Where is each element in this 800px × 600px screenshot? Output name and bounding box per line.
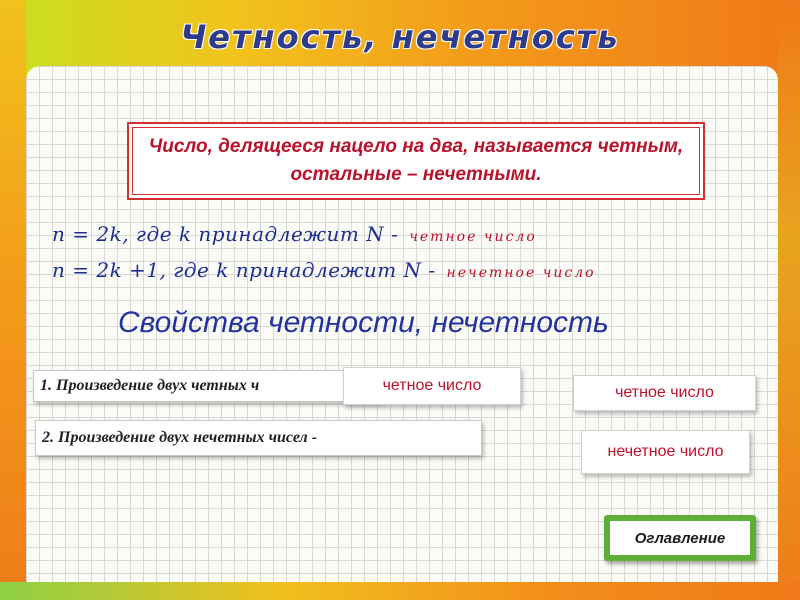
left-decor-bar xyxy=(0,0,26,600)
formula-odd-expr: n = 2k +1, где k принадлежит N - xyxy=(52,258,436,282)
property-2 xyxy=(35,420,482,456)
formula-even-tag: четное число xyxy=(409,229,537,245)
property-1 xyxy=(33,370,383,402)
property-2-text: 2. Произведение двух нечетных чисел - xyxy=(42,429,318,446)
definition-box xyxy=(127,122,705,200)
formula-odd-tag: нечетное число xyxy=(446,265,596,281)
property-1-overlay-answer[interactable]: четное число xyxy=(343,367,521,405)
bottom-decor-bar xyxy=(0,582,800,600)
formula-even-expr: n = 2k, где k принадлежит N - xyxy=(52,222,399,246)
formula-odd xyxy=(52,258,596,282)
toc-button[interactable] xyxy=(604,515,756,561)
property-2-answer[interactable]: нечетное число xyxy=(581,430,750,474)
slide-title: Четность, нечетность xyxy=(180,18,620,56)
property-1-text: 1. Произведение двух четных ч xyxy=(40,377,260,394)
right-decor-bar xyxy=(778,0,800,600)
properties-subtitle: Свойства четности, нечетность xyxy=(118,306,609,339)
formula-even xyxy=(52,222,537,246)
definition-text: Число, делящееся нацело на два, называется четным, остальные – нечетными. xyxy=(148,136,684,185)
toc-button-label: Оглавление xyxy=(610,521,750,555)
property-1-answer[interactable]: четное число xyxy=(573,375,756,411)
